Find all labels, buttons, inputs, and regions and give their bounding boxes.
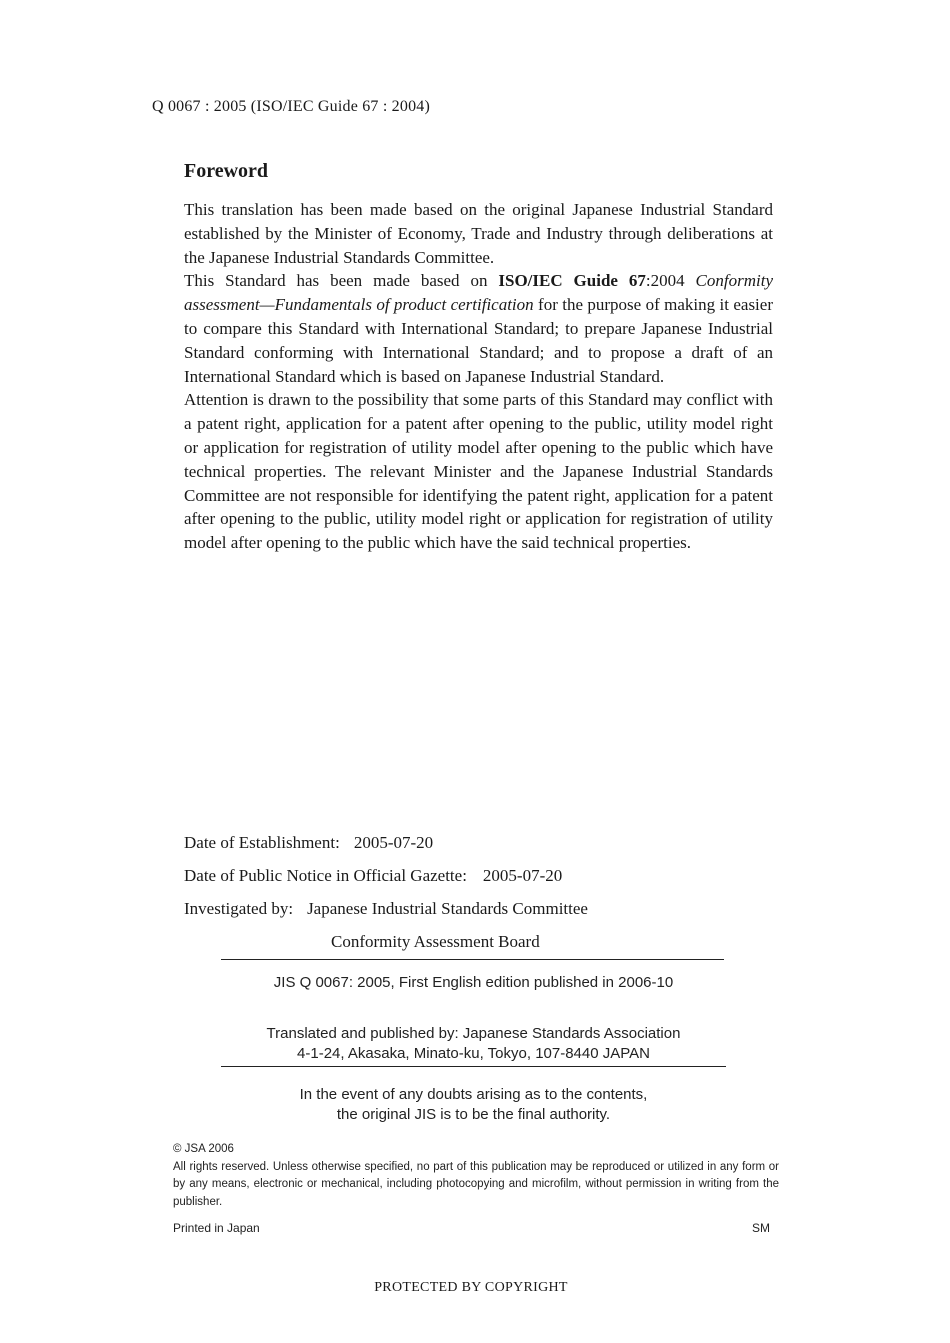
establishment-value: 2005-07-20 [353,833,434,852]
foreword-para2-suffix: for the purpose of making it easier to compare this Standard with International Standard; to prepare Japanese Industrial Standard conforming with International Standard; and to propose a draft of an International Standard which is based on Japanese Industrial Standard. [184,295,773,386]
foreword-para2-prefix: This Standard has been made based on [184,271,499,291]
sm-code: SM [752,1221,770,1235]
foreword-title: Foreword [184,160,269,182]
gazette-value: 2005-07-20 [482,866,563,885]
publisher-block [222,1024,725,1064]
printed-in-japan: Printed in Japan [173,1221,260,1235]
investigated-value-line1: Japanese Industrial Standards Committee [307,899,588,918]
foreword-paragraph-1: This translation has been made based on the original Japanese Industrial Standard established by the Minister of Economy, Trade and Industry through deliberations at the Japanese Industrial Standards Committee. [184,200,773,267]
iso-guide-reference: ISO/IEC Guide 67 [498,271,646,291]
authority-block [222,1085,725,1125]
copyright-block [173,1141,779,1211]
authority-line-1: In the event of any doubts arising as to the contents, [299,1086,648,1103]
iso-guide-year: :2004 [645,271,696,291]
iso-guide-title: Conformity assessment—Fundamentals of product certification [184,271,773,315]
foreword-body [184,198,773,555]
gazette-date-row [184,866,562,886]
address-line: 4-1-24, Akasaka, Minato-ku, Tokyo, 107-8440 JAPAN [297,1045,650,1062]
gazette-label: Date of Public Notice in Official Gazette: [184,866,467,885]
establishment-date-row [184,833,433,853]
standard-header: Q 0067 : 2005 (ISO/IEC Guide 67 : 2004) [152,98,431,115]
rights-statement: All rights reserved. Unless otherwise specified, no part of this publication may be reproduced or utilized in any form or by any means, electronic or mechanical, including photocopying and microfilm, without permission in writing from the publisher. [173,1160,779,1208]
foreword-paragraph-2 [184,269,773,388]
authority-line-2: the original JIS is to be the final authority. [336,1106,611,1123]
edition-line: JIS Q 0067: 2005, First English edition published in 2006-10 [273,974,674,991]
protected-by-copyright: PROTECTED BY COPYRIGHT [374,1280,568,1295]
foreword-paragraph-3: Attention is drawn to the possibility that some parts of this Standard may conflict with a patent right, application for a patent after opening to the public, utility model right or application for registration of utility model after opening to the public which have technical properties. The relevant Minister and the Japanese Industrial Standards Committee are not responsible for identifying the patent right, application for a patent after opening to the public, utility model right or application for registration of utility model after opening to the public which have the said technical properties. [184,390,773,553]
divider-top [221,959,724,960]
publisher-line: Translated and published by: Japanese Standards Association [266,1025,681,1042]
copyright-notice: © JSA 2006 [173,1143,234,1155]
investigated-label: Investigated by: [184,899,294,918]
establishment-label: Date of Establishment: [184,833,340,852]
investigated-value-line2: Conformity Assessment Board [331,932,540,951]
investigated-row [184,899,588,919]
divider-bottom [221,1066,726,1067]
